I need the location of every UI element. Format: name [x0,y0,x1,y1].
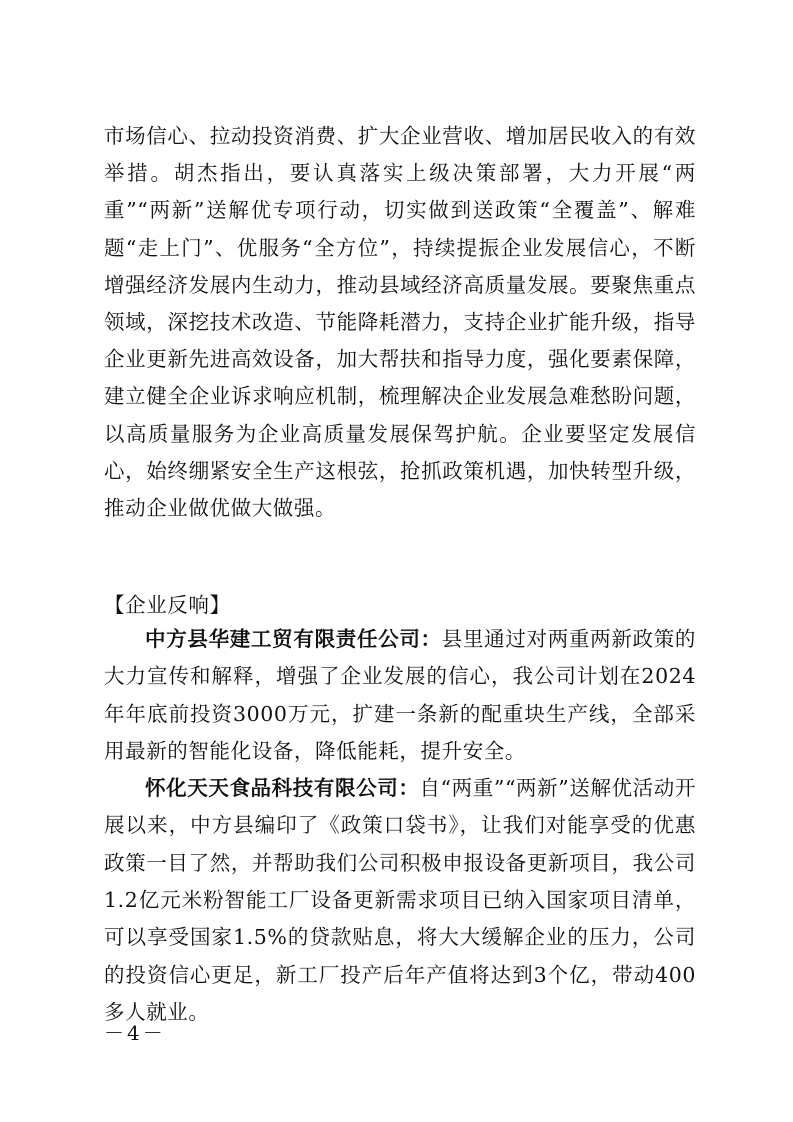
section-heading: 【企业反响】 [104,593,231,617]
enterprise-responses [104,621,696,1031]
response-paragraph-huajian [104,621,696,770]
page-number: －4－ [104,1021,166,1045]
body-text-block [104,118,696,527]
response-paragraph-tiantian [104,770,696,1031]
response-text-huajian: 县里通过对两重两新政策的大力宣传和解释，增强了企业发展的信心，我公司计划在2024年年底前投资3000万元，扩建一条新的配重块生产线，全部采用最新的智能化设备，降低能耗，提升安全。 [104,627,697,763]
company-name-tiantian: 怀化天天食品科技有限公司： [145,776,420,801]
response-text-tiantian: 自“两重”“两新”送解优活动开展以来，中方县编印了《政策口袋书》，让我们对能享受的优惠政策一目了然，并帮助我们公司积极申报设备更新项目，我公司1.2亿元米粉智能工厂设备更新需求项目已纳入国家项目清单，可以享受国家1.5%的贷款贴息，将大大缓解企业的压力，公司的投资信心更足，新工厂投产后年产值将达到3个亿，带动400多人就业。 [104,776,696,1024]
company-name-huajian: 中方县华建工贸有限责任公司： [145,627,442,651]
body-paragraph: 市场信心、拉动投资消费、扩大企业营收、增加居民收入的有效举措。胡杰指出，要认真落实上级决策部署，大力开展“两重”“两新”送解优专项行动，切实做到送政策“全覆盖”、解难题“走上门”、优服务“全方位”，持续提振企业发展信心，不断增强经济发展内生动力，推动县域经济高质量发展。要聚焦重点领域，深挖技术改造、节能降耗潜力，支持企业扩能升级，指导企业更新先进高效设备，加大帮扶和指导力度，强化要素保障，建立健全企业诉求响应机制，梳理解决企业发展急难愁盼问题，以高质量服务为企业高质量发展保驾护航。企业要坚定发展信心，始终绷紧安全生产这根弦，抢抓政策机遇，加快转型升级，推动企业做优做大做强。 [104,124,696,521]
